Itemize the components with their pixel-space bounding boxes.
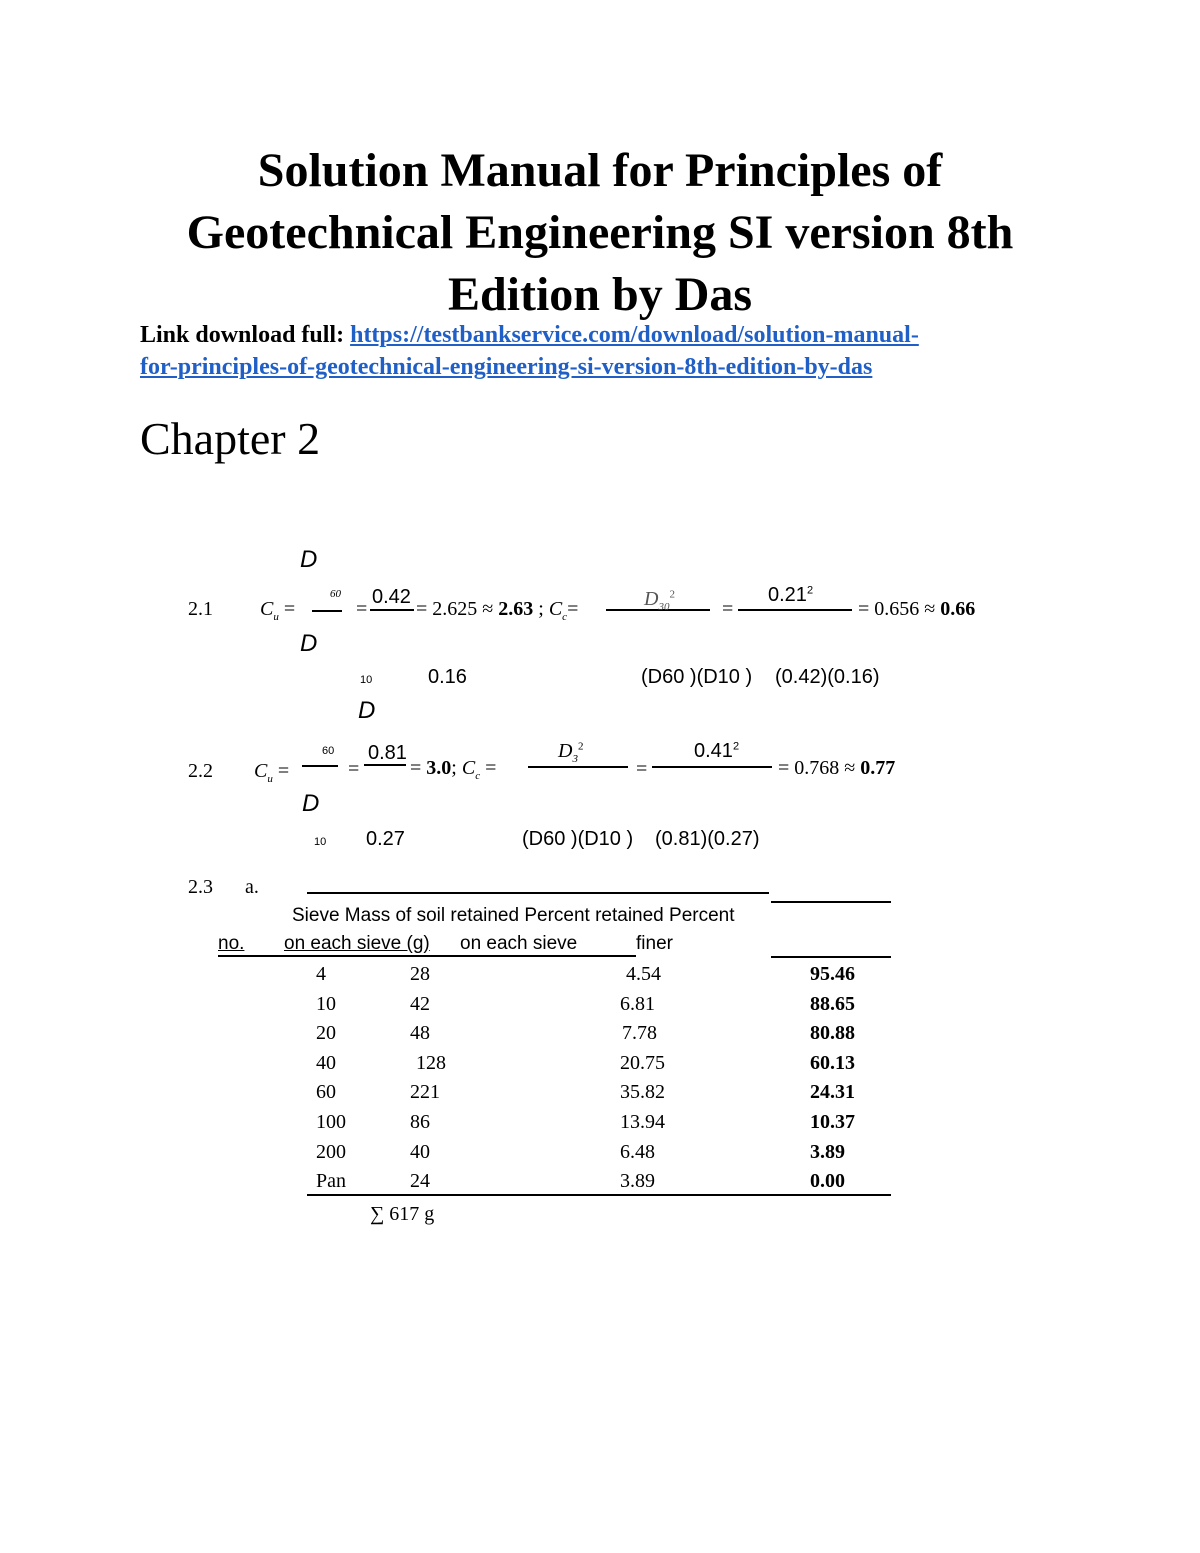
eq22-sub10: 10 bbox=[314, 836, 327, 848]
eq22-cc-den: (D60 )(D10 ) bbox=[522, 828, 634, 850]
eq21-cc-num-letter: D bbox=[644, 588, 659, 610]
table-bottom-rule bbox=[307, 1194, 891, 1196]
eq21-eq2: = bbox=[356, 598, 368, 620]
eq22-cc-letter: C bbox=[461, 757, 476, 779]
mass-cell: 128 bbox=[416, 1051, 446, 1074]
eq23-part: a. bbox=[245, 876, 259, 898]
table-header-underline bbox=[218, 955, 636, 957]
eq22-frac-den: 0.27 bbox=[366, 828, 405, 850]
eq21-cc-num-sq: 2 bbox=[669, 588, 675, 601]
eq22-eq2: = bbox=[348, 758, 360, 780]
mass-cell: 40 bbox=[410, 1140, 430, 1163]
mass-cell: 48 bbox=[410, 1022, 430, 1045]
eq21-number: 2.1 bbox=[188, 598, 213, 620]
eq21-cu-eq: = bbox=[278, 598, 296, 620]
eq22-frac-bar bbox=[364, 764, 406, 766]
download-link-part-1[interactable]: https://testbankservice.com/download/solution-manual- bbox=[350, 322, 919, 348]
sieve-cell: 60 bbox=[316, 1081, 336, 1104]
sieve-cell: 200 bbox=[316, 1140, 346, 1163]
table-top-rule-b bbox=[771, 901, 891, 903]
mass-cell: 221 bbox=[410, 1081, 440, 1104]
eq22-cc-num bbox=[558, 740, 583, 765]
eq22-val-sq: 2 bbox=[732, 740, 740, 753]
chapter-heading: Chapter 2 bbox=[140, 413, 321, 464]
eq21-frac-den: 0.16 bbox=[428, 666, 467, 688]
mass-cell: 86 bbox=[410, 1111, 430, 1133]
eq21-eq3: = bbox=[722, 598, 734, 620]
eq22-number: 2.2 bbox=[188, 760, 213, 782]
eq22-cu-fraction-bar bbox=[302, 765, 338, 767]
sieve-cell: 100 bbox=[316, 1111, 346, 1133]
eq22-frac-num: 0.81 bbox=[368, 742, 407, 764]
pct-finer-cell: 0.00 bbox=[810, 1170, 845, 1193]
eq22-cc-eq: = bbox=[480, 757, 497, 779]
eq21-cu-letter: C bbox=[260, 598, 274, 620]
eq21-cu-sub: u bbox=[273, 611, 279, 623]
pct-finer-cell: 10.37 bbox=[810, 1111, 855, 1133]
eq21-frac-bar bbox=[370, 609, 414, 611]
table-header-rule-right bbox=[771, 956, 891, 958]
eq22-result2-text: = 0.768 ≈ bbox=[778, 757, 861, 779]
eq22-cu-letter: C bbox=[254, 760, 268, 782]
mass-cell: 24 bbox=[410, 1170, 430, 1193]
eq21-val-bar bbox=[738, 609, 852, 611]
title-line-1: Solution Manual for Principles of bbox=[257, 144, 943, 197]
eq21-sep: ; bbox=[533, 598, 549, 620]
eq21-result1 bbox=[416, 598, 578, 623]
document-title bbox=[0, 140, 1200, 326]
eq21-result1-bold: 2.63 bbox=[498, 598, 534, 620]
table-top-rule-a bbox=[307, 892, 769, 894]
eq22-val-num-text: 0.41 bbox=[694, 740, 733, 762]
eq21-val-num bbox=[768, 584, 813, 607]
link-prefix: Link download full: bbox=[140, 322, 351, 348]
eq22-cu-eq: = bbox=[272, 760, 290, 782]
mass-cell: 28 bbox=[410, 963, 430, 985]
eq22-cc-sub: c bbox=[475, 770, 481, 782]
pct-finer-cell: 80.88 bbox=[810, 1022, 855, 1045]
eq22-sep: ; bbox=[451, 757, 462, 779]
eq22-result2 bbox=[778, 757, 895, 780]
pct-finer-cell: 24.31 bbox=[810, 1081, 855, 1104]
eq22-cu bbox=[254, 760, 289, 785]
eq22-val-den: (0.81)(0.27) bbox=[655, 828, 760, 850]
eq21-result2-bold: 0.66 bbox=[940, 598, 976, 620]
table-header-finer: finer bbox=[636, 933, 673, 954]
eq22-cc-bar bbox=[528, 766, 628, 768]
eq21-result1-text: = 2.625 ≈ bbox=[416, 598, 499, 620]
eq21-cc-den: (D60 )(D10 ) bbox=[641, 666, 753, 688]
sieve-cell: 20 bbox=[316, 1022, 336, 1045]
eq22-val-num bbox=[694, 740, 739, 763]
eq21-frac-num: 0.42 bbox=[372, 586, 411, 608]
table-header-mass: on each sieve (g) bbox=[284, 933, 430, 954]
eq21-val-den: (0.42)(0.16) bbox=[775, 666, 880, 688]
eq22-result2-bold: 0.77 bbox=[860, 757, 896, 779]
pct-finer-cell: 3.89 bbox=[810, 1140, 845, 1163]
eq22-cc-num-sq: 2 bbox=[577, 740, 584, 753]
eq22-val-bar bbox=[652, 766, 772, 768]
eq21-d-bottom: D bbox=[300, 630, 318, 657]
eq22-d-top: D bbox=[358, 697, 376, 724]
eq22-result1-eq: = bbox=[410, 757, 427, 779]
eq21-result2-text: = 0.656 ≈ bbox=[858, 598, 941, 620]
eq21-cu bbox=[260, 598, 295, 623]
sieve-cell: 40 bbox=[316, 1051, 336, 1074]
pct-retained-cell: 6.48 bbox=[620, 1140, 655, 1163]
eq21-sub10: 10 bbox=[360, 674, 373, 686]
eq21-val-sq: 2 bbox=[806, 584, 814, 597]
pct-retained-cell: 7.78 bbox=[622, 1022, 657, 1045]
eq21-cc-num-sub: 30 bbox=[658, 601, 670, 613]
table-header-line-1: Sieve Mass of soil retained Percent retained Percent bbox=[292, 905, 735, 926]
eq21-d-top: D bbox=[300, 546, 318, 573]
pct-retained-cell: 35.82 bbox=[620, 1081, 665, 1104]
pct-retained-cell: 20.75 bbox=[620, 1051, 665, 1074]
eq21-sub60: 60 bbox=[330, 588, 341, 600]
pct-finer-cell: 88.65 bbox=[810, 992, 855, 1015]
eq21-cc-letter: C bbox=[548, 598, 563, 620]
eq22-cc-num-sub: 3 bbox=[572, 753, 578, 765]
eq21-result2 bbox=[858, 598, 975, 621]
eq22-cu-sub: u bbox=[267, 773, 273, 785]
eq22-cc-num-letter: D bbox=[558, 740, 573, 762]
pct-retained-cell: 4.54 bbox=[626, 963, 661, 985]
pct-retained-cell: 6.81 bbox=[620, 992, 655, 1015]
eq22-sub60: 60 bbox=[322, 745, 335, 757]
download-link-line-1 bbox=[140, 322, 919, 349]
sieve-cell: 10 bbox=[316, 992, 336, 1015]
title-line-3: Edition by Das bbox=[447, 268, 753, 321]
eq21-cu-fraction-bar bbox=[312, 610, 342, 612]
pct-retained-cell: 3.89 bbox=[620, 1170, 655, 1193]
eq21-val-num-text: 0.21 bbox=[768, 584, 807, 606]
table-header-ret: on each sieve bbox=[460, 933, 578, 954]
sieve-cell: Pan bbox=[316, 1170, 346, 1193]
table-total: ∑ 617 g bbox=[370, 1203, 435, 1225]
eq21-cc-sub: c bbox=[562, 611, 568, 623]
pct-finer-cell: 95.46 bbox=[810, 963, 855, 985]
pct-finer-cell: 60.13 bbox=[810, 1051, 855, 1074]
eq22-eq3: = bbox=[636, 758, 648, 780]
download-link-part-2[interactable]: for-principles-of-geotechnical-engineering-si-version-8th-edition-by-das bbox=[140, 354, 873, 380]
sieve-cell: 4 bbox=[316, 963, 326, 985]
pct-retained-cell: 13.94 bbox=[620, 1111, 665, 1133]
table-header-no: no. bbox=[218, 933, 245, 954]
title-line-2: Geotechnical Engineering SI version 8th bbox=[186, 206, 1014, 259]
eq21-cc-eq: = bbox=[567, 598, 579, 620]
eq23-number: 2.3 bbox=[188, 876, 213, 898]
download-link-line-2 bbox=[140, 354, 872, 381]
mass-cell: 42 bbox=[410, 992, 430, 1015]
eq21-cc-num bbox=[644, 588, 675, 613]
eq22-result1 bbox=[410, 757, 496, 782]
eq22-result1-bold: 3.0 bbox=[426, 757, 452, 779]
eq22-d-bottom: D bbox=[302, 790, 320, 817]
